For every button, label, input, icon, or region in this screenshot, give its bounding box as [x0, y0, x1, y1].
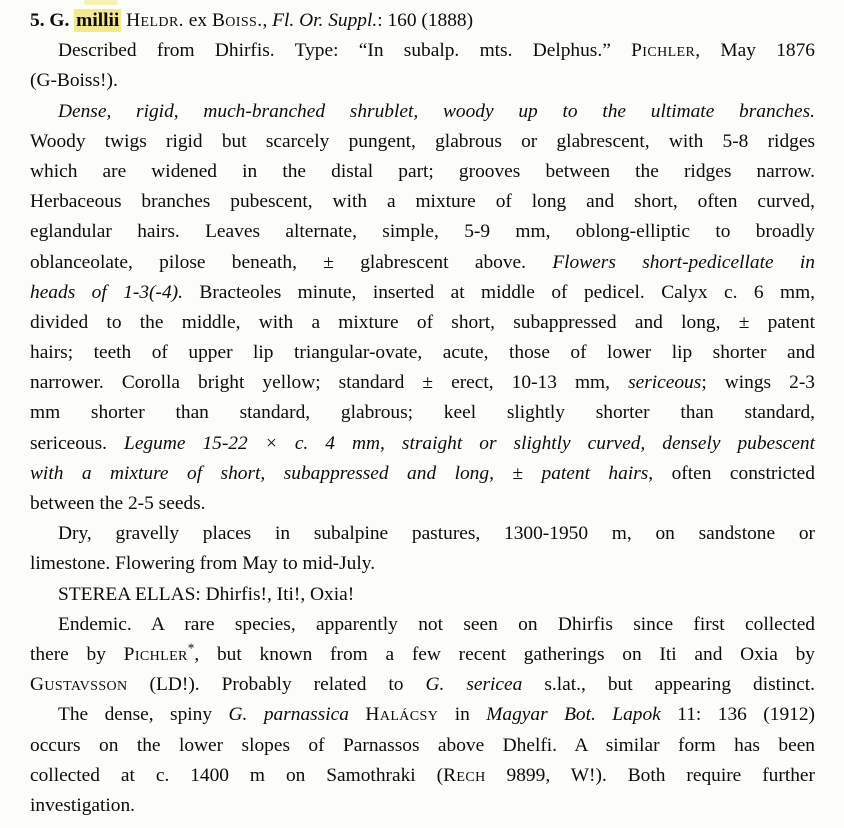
- text-segment: sericeous.: [30, 432, 125, 454]
- text-line: [30, 157, 815, 187]
- text-line: [30, 459, 815, 489]
- text-segment: with a mixture of short, subappressed and long, ± patent hairs: [30, 462, 649, 484]
- text-line: [30, 580, 815, 610]
- text-line: [30, 700, 815, 730]
- type-citation-paragraph: [30, 36, 815, 96]
- text-segment: ex: [183, 10, 212, 31]
- text-segment: Gustavsson: [30, 674, 128, 696]
- text-line: [30, 217, 815, 247]
- text-segment: Fl. Or. Suppl.: [272, 10, 378, 31]
- scan-highlight-artifact: [84, 0, 118, 5]
- text-segment: : 160 (1888): [377, 10, 474, 31]
- highlighted-term: millii: [76, 10, 120, 31]
- text-segment: (G-Boiss!).: [30, 70, 118, 92]
- text-segment: Dense, rigid, much-branched shrublet, woody up to the ultimate branches.: [58, 100, 815, 122]
- text-segment: Legume 15-22 × c. 4 mm, straight or slightly curved, densely pubescent: [124, 432, 816, 454]
- text-segment: sericeous: [628, 372, 702, 394]
- text-segment: Halácsy: [365, 704, 439, 726]
- text-segment: (LD!). Probably related to: [127, 674, 426, 696]
- text-segment: G. sericea: [425, 674, 523, 696]
- text-segment: , often constricted: [648, 462, 815, 484]
- text-segment: limestone. Flowering from May to mid-July.: [30, 553, 376, 575]
- text-line: [30, 278, 815, 308]
- text-segment: eglandular hairs. Leaves alternate, simple, 5-9 mm, oblong-elliptic to broadly: [30, 221, 815, 243]
- distribution-line: [30, 580, 815, 610]
- text-line: [30, 338, 815, 368]
- text-line: [30, 97, 815, 127]
- text-line: [30, 368, 815, 398]
- text-segment: narrower. Corolla bright yellow; standard ± erect, 10-13 mm,: [30, 372, 629, 394]
- endemism-note-paragraph: [30, 610, 815, 701]
- text-segment: s.lat., but appearing distinct.: [522, 674, 815, 696]
- text-segment: divided to the middle, with a mixture of short, subappressed and long, ± patent: [30, 311, 815, 333]
- text-line: [30, 36, 815, 66]
- text-segment: Described from Dhirfis. Type: “In subalp. mts. Delphus.”: [58, 40, 632, 62]
- text-segment: [349, 704, 365, 725]
- text-segment: Endemic. A rare species, apparently not seen on Dhirfis since first collected: [58, 613, 815, 635]
- text-line: [30, 731, 815, 761]
- text-segment: Dry, gravelly places in subalpine pastures, 1300-1950 m, on sandstone or: [58, 523, 815, 545]
- text-line: [30, 549, 815, 579]
- text-line: [30, 66, 815, 96]
- text-line: [30, 248, 815, 278]
- text-segment: ,: [262, 10, 273, 31]
- text-segment: in: [438, 704, 487, 726]
- document-body: [30, 6, 815, 821]
- text-segment: The dense, spiny: [58, 704, 229, 726]
- text-segment: 11: 136 (1912): [660, 704, 815, 726]
- text-segment: occurs on the lower slopes of Parnassos above Dhelfi. A similar form has been: [30, 734, 815, 756]
- text-segment: investigation.: [30, 794, 136, 816]
- text-segment: 9899, W!). Both require further: [485, 764, 815, 786]
- text-segment: there by: [30, 643, 124, 665]
- text-segment: Magyar Bot. Lapok: [486, 704, 661, 726]
- habitat-paragraph: [30, 519, 815, 579]
- text-segment: hairs; teeth of upper lip triangular-ovate, acute, those of lower lip shorter and: [30, 342, 815, 364]
- text-segment: G. parnassica: [228, 704, 349, 726]
- text-segment: Heldr.: [126, 10, 184, 31]
- text-line: [30, 640, 815, 670]
- text-line: [30, 791, 815, 821]
- text-segment: , May 1876: [695, 40, 815, 62]
- text-segment: which are widened in the distal part; grooves between the ridges narrow.: [30, 160, 815, 182]
- text-segment: collected at c. 1400 m on Samothraki (: [30, 764, 444, 786]
- text-segment: between the 2-5 seeds.: [30, 493, 206, 514]
- text-segment: oblanceolate, pilose beneath, ± glabrescent above.: [30, 251, 553, 273]
- text-segment: 5. G.: [30, 10, 75, 31]
- text-line: [30, 489, 815, 519]
- text-segment: Boiss.: [211, 10, 263, 31]
- related-taxa-paragraph: [30, 700, 815, 821]
- text-segment: *: [187, 640, 195, 656]
- text-segment: Bracteoles minute, inserted at middle of pedicel. Calyx c. 6 mm,: [182, 281, 816, 303]
- text-line: [30, 6, 815, 36]
- text-segment: mm shorter than standard, glabrous; keel slightly shorter than standard,: [30, 402, 815, 424]
- text-line: [30, 610, 815, 640]
- species-heading: [30, 6, 815, 36]
- text-segment: , but known from a few recent gatherings on Iti and Oxia by: [194, 643, 815, 665]
- text-segment: Woody twigs rigid but scarcely pungent, glabrous or glabrescent, with 5-8 ridges: [30, 130, 815, 152]
- text-segment: Pichler: [123, 643, 188, 665]
- text-line: [30, 187, 815, 217]
- text-line: [30, 429, 815, 459]
- text-segment: Flowers short-pedicellate in: [552, 251, 815, 273]
- text-segment: STEREA ELLAS: Dhirfis!, Iti!, Oxia!: [58, 583, 355, 605]
- text-segment: ; wings 2-3: [701, 372, 815, 394]
- text-line: [30, 670, 815, 700]
- text-line: [30, 519, 815, 549]
- text-line: [30, 398, 815, 428]
- text-segment: heads of 1-3(-4).: [30, 281, 183, 303]
- text-segment: Herbaceous branches pubescent, with a mixture of long and short, often curved,: [30, 191, 815, 213]
- text-line: [30, 761, 815, 791]
- text-segment: Pichler: [631, 40, 696, 62]
- text-segment: Rech: [443, 764, 486, 786]
- text-line: [30, 127, 815, 157]
- description-paragraph: [30, 97, 815, 520]
- text-line: [30, 308, 815, 338]
